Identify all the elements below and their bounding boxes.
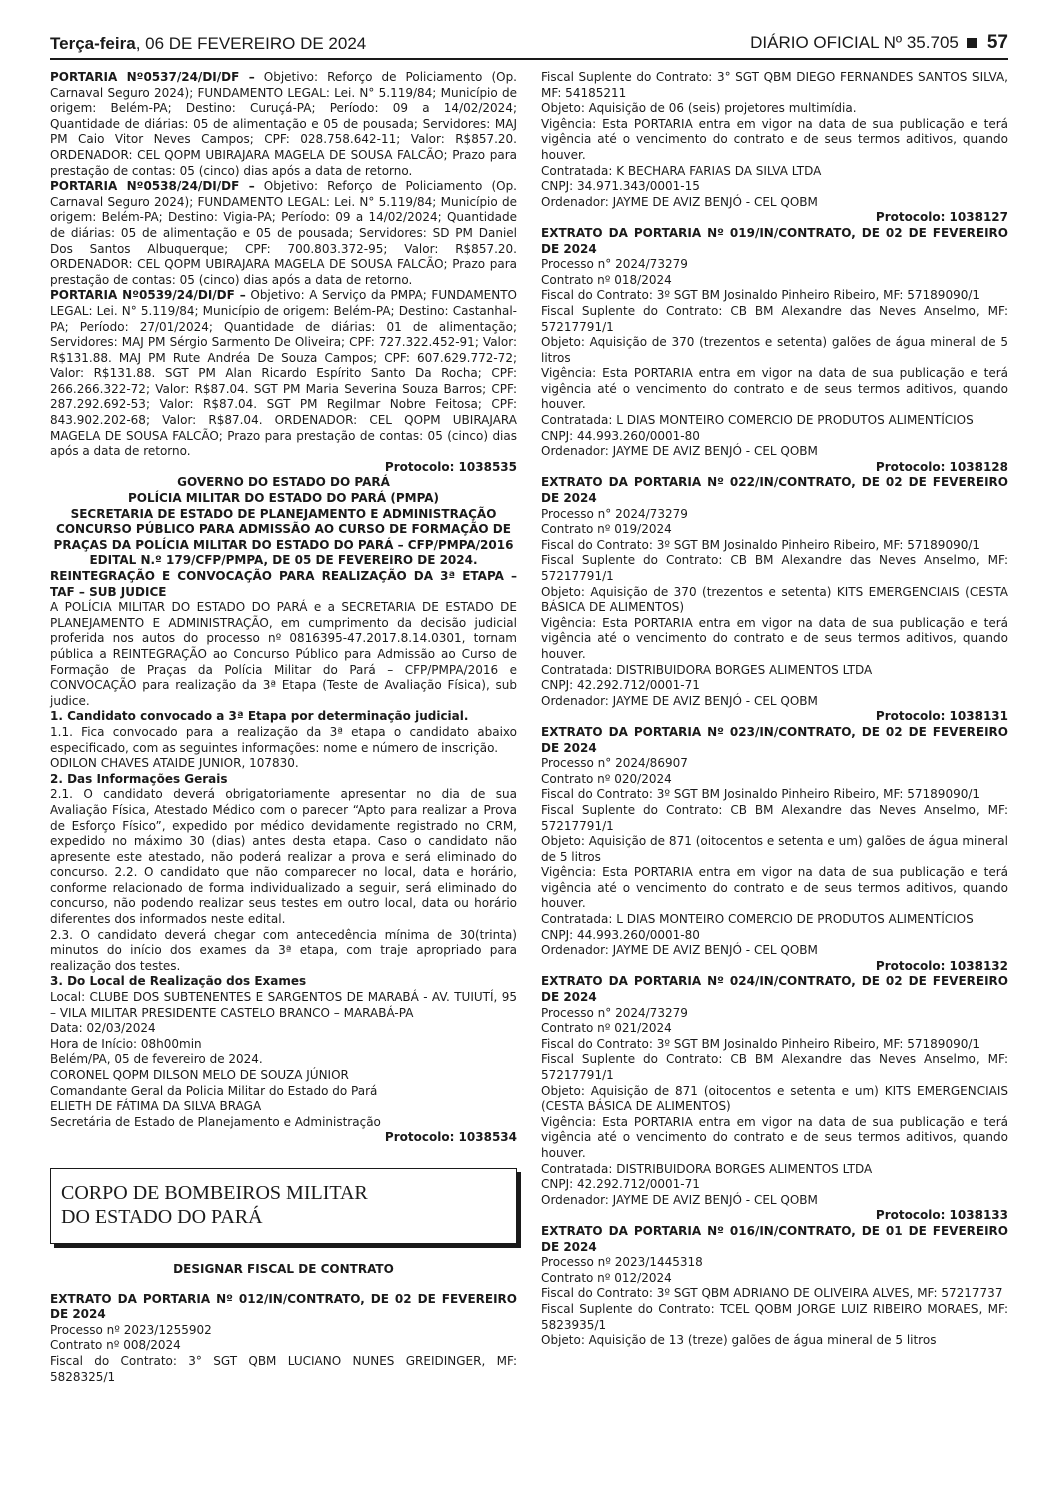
extrato-title: EXTRATO DA PORTARIA Nº 023/IN/CONTRATO, DE 02 DE FEVEREIRO DE 2024 bbox=[541, 724, 1008, 755]
edital-heading: EDITAL N.º 179/CFP/PMPA, DE 05 DE FEVEREIRO DE 2024. bbox=[89, 553, 478, 568]
extrato-ordenador: Ordenador: JAYME DE AVIZ BENJÓ - CEL QOBM bbox=[541, 194, 818, 209]
section-banner-line-2: DO ESTADO DO PARÁ bbox=[61, 1205, 263, 1228]
extrato-title: EXTRATO DA PORTARIA Nº 016/IN/CONTRATO, DE 01 DE FEVEREIRO DE 2024 bbox=[541, 1223, 1008, 1254]
extrato-fiscal: Fiscal do Contrato: 3º SGT BM Josinaldo Pinheiro Ribeiro, MF: 57189090/1 bbox=[541, 1036, 981, 1051]
header-weekday: Terça-feira bbox=[50, 34, 136, 53]
extrato-processo: Processo n° 2024/73279 bbox=[541, 257, 688, 272]
header-journal bbox=[750, 32, 1008, 58]
signatory-2-role: Secretária de Estado de Planejamento e Administração bbox=[50, 1114, 381, 1129]
extrato-title: EXTRATO DA PORTARIA Nº 012/IN/CONTRATO, DE 02 DE FEVEREIRO DE 2024 bbox=[50, 1291, 517, 1322]
section-2-text: 2.1. O candidato deverá obrigatoriamente apresentar no dia de sua Avaliação Física, Atestado Médico com o parecer “Apto para realizar a Prova de Esforço Físico”, expedido por médico devidamente registrado no CRM, expedido no máximo 30 (dias) antes desta etapa. Caso o candidato não apresente este atestado, não poderá realizar a prova e será eliminado do concurso. 2.2. O candidato que não comparecer no local, data e horário, conforme relacionado de forma individualizado a seguir, será eliminado do concurso, não podendo realizar seus testes em outro local, data ou horário diferentes dos informados neste edital. bbox=[50, 787, 517, 927]
extrato-contratada: Contratada: K BECHARA FARIAS DA SILVA LTDA bbox=[541, 163, 822, 178]
extrato-cnpj: CNPJ: 44.993.260/0001-80 bbox=[541, 428, 700, 443]
reintegracao-heading: REINTEGRAÇÃO E CONVOCAÇÃO PARA REALIZAÇÃO DA 3ª ETAPA – TAF – SUB JUDICE bbox=[50, 569, 517, 599]
extrato-fiscal: Fiscal do Contrato: 3º SGT BM Josinaldo Pinheiro Ribeiro, MF: 57189090/1 bbox=[541, 787, 981, 802]
extrato-suplente: Fiscal Suplente do Contrato: CB BM Alexandre das Neves Anselmo, MF: 57217791/1 bbox=[541, 553, 1008, 583]
extrato-contrato: Contrato nº 021/2024 bbox=[541, 1021, 672, 1036]
exam-date: Data: 02/03/2024 bbox=[50, 1021, 156, 1036]
extrato-suplente: Fiscal Suplente do Contrato: CB BM Alexandre das Neves Anselmo, MF: 57217791/1 bbox=[541, 802, 1008, 833]
extrato-contratada: Contratada: L DIAS MONTEIRO COMERCIO DE PRODUTOS ALIMENTÍCIOS bbox=[541, 413, 974, 428]
extrato-processo: Processo nº 2023/1255902 bbox=[50, 1322, 212, 1337]
protocol-number: Protocolo: 1038131 bbox=[875, 709, 1008, 724]
extrato-fiscal: Fiscal do Contrato: 3° SGT QBM LUCIANO NUNES GREIDINGER, MF: 5828325/1 bbox=[50, 1353, 517, 1384]
left-column bbox=[50, 70, 517, 1385]
extrato-ordenador: Ordenador: JAYME DE AVIZ BENJÓ - CEL QOBM bbox=[541, 693, 818, 708]
extrato-objeto: Objeto: Aquisição de 871 (oitocentos e setenta e um) galões de água mineral de 5 litros bbox=[541, 834, 1008, 864]
protocol-number: Protocolo: 1038535 bbox=[384, 459, 517, 474]
section-2-text-2: 2.3. O candidato deverá chegar com antecedência mínima de 30(trinta) minutos do início dos exames da 3ª etapa, com traje apropriado para realização dos testes. bbox=[50, 927, 517, 973]
extrato-objeto: Objeto: Aquisição de 370 (trezentos e setenta) galões de água mineral de 5 litros bbox=[541, 335, 1008, 365]
extrato-title: EXTRATO DA PORTARIA Nº 022/IN/CONTRATO, DE 02 DE FEVEREIRO DE 2024 bbox=[541, 475, 1008, 506]
protocol-number: Protocolo: 1038534 bbox=[384, 1130, 517, 1145]
protocol-number: Protocolo: 1038127 bbox=[875, 210, 1008, 225]
protocol-number: Protocolo: 1038133 bbox=[875, 1208, 1008, 1223]
portaria-0539 bbox=[50, 288, 517, 460]
extrato-contrato: Contrato nº 012/2024 bbox=[541, 1270, 672, 1285]
journal-title: DIÁRIO OFICIAL Nº 35.705 bbox=[750, 33, 959, 52]
exam-time: Hora de Início: 08h00min bbox=[50, 1036, 202, 1051]
seplad-heading: SECRETARIA DE ESTADO DE PLANEJAMENTO E ADMINISTRAÇÃO bbox=[70, 506, 497, 521]
concurso-heading: CONCURSO PÚBLICO PARA ADMISSÃO AO CURSO DE FORMAÇÃO DE PRAÇAS DA POLÍCIA MILITAR DO ESTADO DO PARÁ – CFP/PMPA/2016 bbox=[53, 522, 514, 552]
extrato-ordenador: Ordenador: JAYME DE AVIZ BENJÓ - CEL QOBM bbox=[541, 444, 818, 459]
portaria-title: PORTARIA Nº0537/24/DI/DF – bbox=[50, 70, 255, 84]
extrato-objeto: Objeto: Aquisição de 13 (treze) galões de água mineral de 5 litros bbox=[541, 1333, 937, 1348]
extrato-objeto: Objeto: Aquisição de 06 (seis) projetores multimídia. bbox=[541, 101, 857, 116]
portaria-title: PORTARIA Nº0539/24/DI/DF – bbox=[50, 288, 246, 303]
header-date bbox=[50, 34, 366, 58]
section-banner-line-1: CORPO DE BOMBEIROS MILITAR bbox=[61, 1181, 368, 1204]
extrato-objeto: Objeto: Aquisição de 871 (oitocentos e setenta e um) KITS EMERGENCIAIS (CESTA BÁSICA DE ALIMENTOS) bbox=[541, 1083, 1008, 1114]
extrato-vigencia: Vigência: Esta PORTARIA entra em vigor na data de sua publicação e terá vigência até o vencimento do contrato e de seus termos aditivos, quando houver. bbox=[541, 1114, 1008, 1160]
extrato-objeto: Objeto: Aquisição de 370 (trezentos e setenta) KITS EMERGENCIAIS (CESTA BÁSICA DE ALIMENTOS) bbox=[541, 584, 1008, 615]
extrato-vigencia: Vigência: Esta PORTARIA entra em vigor na data de sua publicação e terá vigência até o vencimento do contrato e de seus termos aditivos, quando houver. bbox=[541, 366, 1008, 412]
extrato-fiscal: Fiscal do Contrato: 3º SGT BM Josinaldo Pinheiro Ribeiro, MF: 57189090/1 bbox=[541, 537, 981, 552]
extrato-contrato: Contrato nº 018/2024 bbox=[541, 272, 672, 287]
extrato-cnpj: CNPJ: 34.971.343/0001-15 bbox=[541, 179, 700, 194]
extrato-ordenador: Ordenador: JAYME DE AVIZ BENJÓ - CEL QOBM bbox=[541, 943, 818, 958]
exam-location: Local: CLUBE DOS SUBTENENTES E SARGENTOS DE MARABÁ - AV. TUIUTÍ, 95 – VILA MILITAR PRESIDENTE CASTELO BRANCO – MARABÁ-PA bbox=[50, 990, 517, 1020]
signatory-1: CORONEL QOPM DILSON MELO DE SOUZA JÚNIOR bbox=[50, 1068, 349, 1082]
extrato-suplente: Fiscal Suplente do Contrato: TCEL QOBM JORGE LUIZ RIBEIRO MORAES, MF: 5823935/1 bbox=[541, 1301, 1008, 1332]
extrato-contrato: Contrato nº 008/2024 bbox=[50, 1338, 181, 1353]
place-date: Belém/PA, 05 de fevereiro de 2024. bbox=[50, 1052, 263, 1067]
candidate-name: ODILON CHAVES ATAIDE JUNIOR, 107830. bbox=[50, 756, 299, 771]
extrato-ordenador: Ordenador: JAYME DE AVIZ BENJÓ - CEL QOBM bbox=[541, 1192, 818, 1207]
section-2-title: 2. Das Informações Gerais bbox=[50, 771, 228, 786]
extrato-fiscal: Fiscal do Contrato: 3º SGT QBM ADRIANO DE OLIVEIRA ALVES, MF: 57217737 bbox=[541, 1286, 1003, 1301]
right-column bbox=[541, 70, 1008, 1349]
signatory-2: ELIETH DE FÁTIMA DA SILVA BRAGA bbox=[50, 1099, 262, 1114]
portaria-text: Objetivo: A Serviço da PMPA; FUNDAMENTO LEGAL: Lei. N° 5.119/84; Município de origem: Belém-PA; Destino: Castanhal-PA; Período: 27/01/2024; Quantidade de diárias: 01 de alimentação; Servidores: MAJ PM Sérgio Sarmento De Oliveira; CPF: 727.322.452-91; Valor: R$131.88. MAJ PM Rute Andréa De Souza Campos; CPF: 607.629.772-72; Valor: R$131.88. SGT PM Alan Ricardo Espírito Santo Da Rocha; CPF: 266.266.322-72; Valor: R$87.04. SGT PM Maria Severina Souza Barros; CPF: 287.292.692-53; Valor: R$87.04. SGT PM Regilmar Nobre Feitosa; CPF: 843.902.202-68; Valor: R$87.04. ORDENADOR: CEL QOPM UBIRAJARA MAGELA DE SOUSA FALCÃO; Prazo para prestação de contas: 05 (cinco) dias após a data de retorno. bbox=[50, 288, 517, 459]
extrato-fiscal: Fiscal do Contrato: 3º SGT BM Josinaldo Pinheiro Ribeiro, MF: 57189090/1 bbox=[541, 288, 981, 303]
gov-heading: GOVERNO DO ESTADO DO PARÁ bbox=[177, 475, 390, 490]
designar-heading: DESIGNAR FISCAL DE CONTRATO bbox=[173, 1261, 394, 1276]
section-1-text: 1.1. Fica convocado para a realização da 3ª etapa o candidato abaixo especificado, com as seguintes informações: nome e número de inscrição. bbox=[50, 724, 517, 755]
portaria-0538 bbox=[50, 179, 517, 288]
page-number: 57 bbox=[986, 32, 1008, 53]
extrato-title: EXTRATO DA PORTARIA Nº 024/IN/CONTRATO, DE 02 DE FEVEREIRO DE 2024 bbox=[541, 974, 1008, 1005]
protocol-number: Protocolo: 1038128 bbox=[875, 459, 1008, 474]
header-date-text: , 06 DE FEVEREIRO DE 2024 bbox=[135, 34, 367, 53]
extrato-suplente: Fiscal Suplente do Contrato: CB BM Alexandre das Neves Anselmo, MF: 57217791/1 bbox=[541, 1052, 1008, 1082]
extrato-contratada: Contratada: DISTRIBUIDORA BORGES ALIMENTOS LTDA bbox=[541, 662, 873, 677]
extrato-processo: Processo nº 2023/1445318 bbox=[541, 1255, 703, 1270]
portaria-0537 bbox=[50, 70, 517, 179]
portaria-text: Objetivo: Reforço de Policiamento (Op. Carnaval Seguro 2024); FUNDAMENTO LEGAL: Lei. N° 5.119/84; Município de origem: Belém-PA; Destino: Vigia-PA; Período: 09 a 14/02/2024; Quantidade de diárias: 05 de alimentação e 05 de pousada; Servidores: SD PM Daniel Dos Santos Albuquerque; CPF: 700.803.372-95; Valor: R$857.20. ORDENADOR: CEL QOPM UBIRAJARA MAGELA DE SOUSA FALCÃO; Prazo para prestação de contas: 05 (cinco) dias após a data de retorno. bbox=[50, 179, 517, 287]
signatory-1-role: Comandante Geral da Policia Militar do Estado do Pará bbox=[50, 1083, 378, 1098]
pmpa-heading: POLÍCIA MILITAR DO ESTADO DO PARÁ (PMPA) bbox=[127, 491, 440, 506]
extrato-vigencia: Vigência: Esta PORTARIA entra em vigor na data de sua publicação e terá vigência até o vencimento do contrato e de seus termos aditivos, quando houver. bbox=[541, 116, 1008, 162]
extrato-contratada: Contratada: DISTRIBUIDORA BORGES ALIMENTOS LTDA bbox=[541, 1161, 873, 1176]
section-banner bbox=[50, 1168, 517, 1244]
extrato-cnpj: CNPJ: 42.292.712/0001-71 bbox=[541, 1177, 700, 1192]
extrato-suplente: Fiscal Suplente do Contrato: 3° SGT QBM DIEGO FERNANDES SANTOS SILVA, MF: 54185211 bbox=[541, 70, 1008, 100]
extrato-processo: Processo n° 2024/73279 bbox=[541, 1005, 688, 1020]
square-bullet-icon bbox=[967, 38, 977, 48]
extrato-processo: Processo n° 2024/86907 bbox=[541, 756, 688, 771]
protocol-number: Protocolo: 1038132 bbox=[875, 958, 1008, 973]
extrato-cnpj: CNPJ: 44.993.260/0001-80 bbox=[541, 927, 700, 942]
section-1-title: 1. Candidato convocado a 3ª Etapa por determinação judicial. bbox=[50, 709, 469, 724]
extrato-contrato: Contrato nº 020/2024 bbox=[541, 771, 672, 786]
section-3-title: 3. Do Local de Realização dos Exames bbox=[50, 974, 307, 989]
portaria-title: PORTARIA Nº0538/24/DI/DF – bbox=[50, 179, 255, 194]
extrato-title: EXTRATO DA PORTARIA Nº 019/IN/CONTRATO, DE 02 DE FEVEREIRO DE 2024 bbox=[541, 225, 1008, 256]
portaria-text: Objetivo: Reforço de Policiamento (Op. Carnaval Seguro 2024); FUNDAMENTO LEGAL: Lei. N° 5.119/84; Município de origem: Belém-PA; Destino: Curuçá-PA; Período: 09 a 14/02/2024; Quantidade de diárias: 05 de alimentação e 05 de pousada; Servidores: MAJ PM Caio Vitor Neves Campos; CPF: 028.758.642-11; Valor: R$857.20. ORDENADOR: CEL QOPM UBIRAJARA MAGELA DE SOUSA FALCÃO; Prazo para prestação de contas: 05 (cinco) dias após a data de retorno. bbox=[50, 70, 517, 178]
extrato-processo: Processo n° 2024/73279 bbox=[541, 506, 688, 521]
edital-intro: A POLÍCIA MILITAR DO ESTADO DO PARÁ e a SECRETARIA DE ESTADO DE PLANEJAMENTO E ADMINISTRAÇÃO, em cumprimento da decisão judicial proferida nos autos do processo nº 0816395-47.2017.8.14.0301, tornam pública a REINTEGRAÇÃO ao Concurso Público para Admissão ao Curso de Formação de Praças da Polícia Militar do Pará – CFP/PMPA/2016 e CONVOCAÇÃO para realização da 3ª Etapa (Teste de Avaliação Física), sub judice. bbox=[50, 600, 517, 708]
extrato-cnpj: CNPJ: 42.292.712/0001-71 bbox=[541, 678, 700, 693]
extrato-vigencia: Vigência: Esta PORTARIA entra em vigor na data de sua publicação e terá vigência até o vencimento do contrato e de seus termos aditivos, quando houver. bbox=[541, 615, 1008, 661]
extrato-contratada: Contratada: L DIAS MONTEIRO COMERCIO DE PRODUTOS ALIMENTÍCIOS bbox=[541, 912, 974, 927]
extrato-vigencia: Vigência: Esta PORTARIA entra em vigor na data de sua publicação e terá vigência até o vencimento do contrato e de seus termos aditivos, quando houver. bbox=[541, 865, 1008, 911]
extrato-contrato: Contrato nº 019/2024 bbox=[541, 522, 672, 537]
extrato-suplente: Fiscal Suplente do Contrato: CB BM Alexandre das Neves Anselmo, MF: 57217791/1 bbox=[541, 303, 1008, 334]
page-header bbox=[50, 30, 1008, 60]
